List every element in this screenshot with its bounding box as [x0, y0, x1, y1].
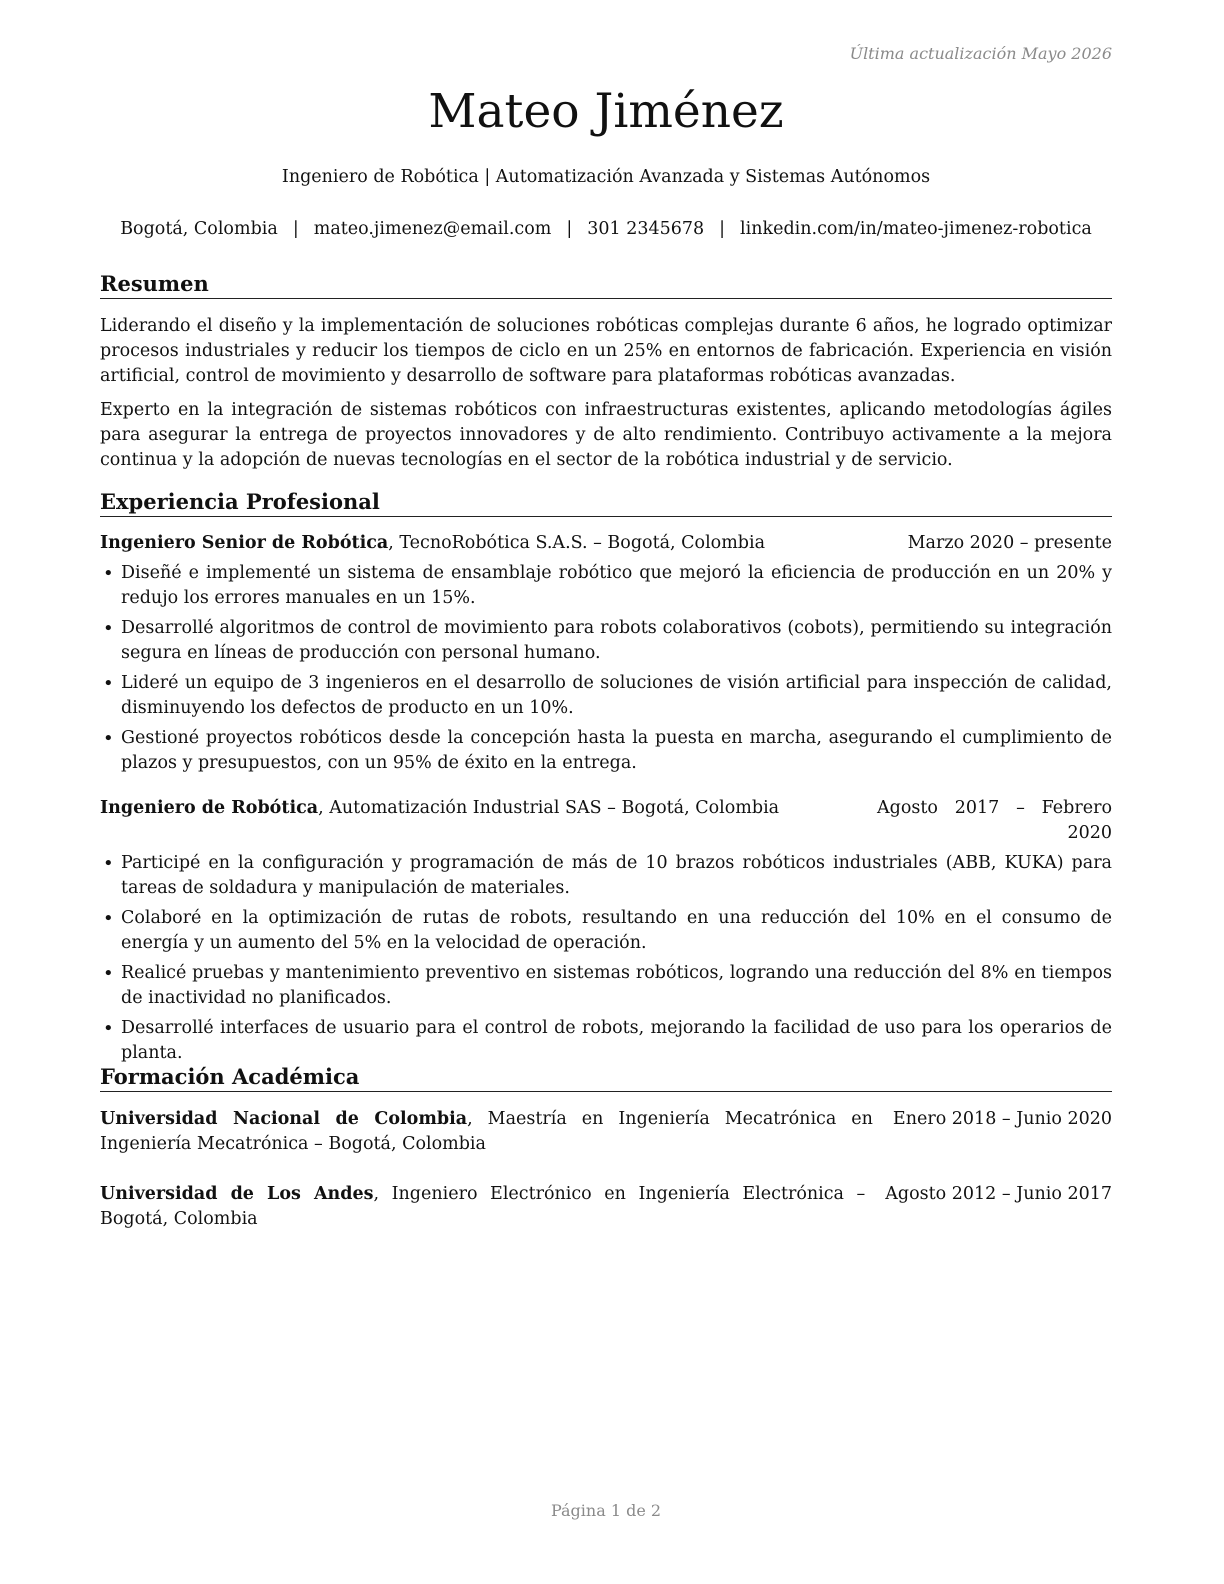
list-item: • Desarrollé interfaces de usuario para el control de robots, mejorando la facilidad de uso para los operarios de planta. [100, 1016, 1112, 1066]
summary-paragraph: Experto en la integración de sistemas robóticos con infraestructuras existentes, aplicando metodologías ágiles para asegurar la entrega de proyectos innovadores y de alto rendimiento. Contribuyo activamente a la mejora continua y la adopción de nuevas tecnologías en el sector de la robótica industrial y de servicio. [100, 400, 1112, 470]
list-item: • Colaboré en la optimización de rutas de robots, resultando en una reducción del 10% en el consumo de energía y un aumento del 5% en la velocidad de operación. [100, 906, 1112, 956]
last-updated-text: Última actualización Mayo 2026 [849, 44, 1112, 63]
job-bullets [100, 851, 1112, 1066]
job-entry [100, 796, 1112, 1066]
contact-location: Bogotá, Colombia [120, 219, 278, 239]
summary-title: Resumen [100, 271, 1112, 299]
job-dates: Agosto 2017 – Febrero 2020 [877, 798, 1112, 843]
list-item: • Gestioné proyectos robóticos desde la concepción hasta la puesta en marcha, asegurando el cumplimiento de plazos y presupuestos, con un 95% de éxito en la entrega. [100, 726, 1112, 776]
page-number: Página 1 de 2 [550, 1501, 662, 1520]
list-item: • Desarrollé algoritmos de control de movimiento para robots colaborativos (cobots), permitiendo su integración segura en líneas de producción con personal humano. [100, 616, 1112, 666]
job-dates: Marzo 2020 – presente [907, 533, 1112, 553]
job-bullets [100, 561, 1112, 776]
education-text [100, 1182, 885, 1232]
education-dates: Enero 2018 – Junio 2020 [892, 1109, 1112, 1129]
job-company: , Automatización Industrial SAS – Bogotá, Colombia [318, 798, 780, 818]
candidate-headline: Ingeniero de Robótica | Automatización Avanzada y Sistemas Autónomos [281, 167, 931, 187]
summary-paragraph: Liderando el diseño y la implementación de soluciones robóticas complejas durante 6 años, he logrado optimizar procesos industriales y reducir los tiempos de ciclo en un 25% en entornos de fabricación. Experiencia en visión artificial, control de movimiento y desarrollo de software para plataformas robóticas avanzadas. [100, 316, 1112, 386]
job-role: Ingeniero de Robótica [100, 798, 319, 818]
education-detail: , Maestría en Ingeniería Mecatrónica en Ingeniería Mecatrónica – Bogotá, Colombia [100, 1109, 873, 1154]
education-title: Formación Académica [100, 1064, 1112, 1092]
contact-phone: 301 2345678 [587, 219, 705, 239]
education-section [100, 1064, 1112, 1232]
education-detail: , Ingeniero Electrónico en Ingeniería Electrónica – Bogotá, Colombia [100, 1184, 866, 1229]
job-header [100, 796, 1112, 846]
job-role: Ingeniero Senior de Robótica [100, 533, 389, 553]
job-entry [100, 531, 1112, 776]
contact-email[interactable]: mateo.jimenez@email.com [313, 219, 552, 239]
job-title-line [100, 531, 908, 556]
education-entry [100, 1107, 1112, 1157]
education-dates: Agosto 2012 – Junio 2017 [885, 1184, 1112, 1204]
contact-line [100, 219, 1112, 239]
contact-separator: | [719, 219, 726, 239]
education-institution: Universidad de Los Andes [100, 1184, 374, 1204]
job-company: , TecnoRobótica S.A.S. – Bogotá, Colombia [388, 533, 766, 553]
experience-section [100, 489, 1112, 1071]
list-item: • Diseñé e implementé un sistema de ensamblaje robótico que mejoró la eficiencia de producción en un 20% y redujo los errores manuales en un 15%. [100, 561, 1112, 611]
contact-separator: | [566, 219, 573, 239]
list-item: • Realicé pruebas y mantenimiento preventivo en sistemas robóticos, logrando una reducción del 8% en tiempos de inactividad no planificados. [100, 961, 1112, 1011]
contact-separator: | [292, 219, 299, 239]
job-title-line [100, 796, 877, 821]
education-text [100, 1107, 893, 1157]
summary-section [100, 271, 1112, 473]
contact-linkedin[interactable]: linkedin.com/in/mateo-jimenez-robotica [740, 219, 1092, 239]
job-header [100, 531, 1112, 556]
resume-page [100, 0, 1112, 1584]
candidate-name: Mateo Jiménez [428, 84, 784, 139]
education-institution: Universidad Nacional de Colombia [100, 1109, 468, 1129]
list-item: • Participé en la configuración y programación de más de 10 brazos robóticos industriales (ABB, KUKA) para tareas de soldadura y manipulación de materiales. [100, 851, 1112, 901]
experience-title: Experiencia Profesional [100, 489, 1112, 517]
list-item: • Lideré un equipo de 3 ingenieros en el desarrollo de soluciones de visión artificial para inspección de calidad, disminuyendo los defectos de producto en un 10%. [100, 671, 1112, 721]
education-entry [100, 1182, 1112, 1232]
